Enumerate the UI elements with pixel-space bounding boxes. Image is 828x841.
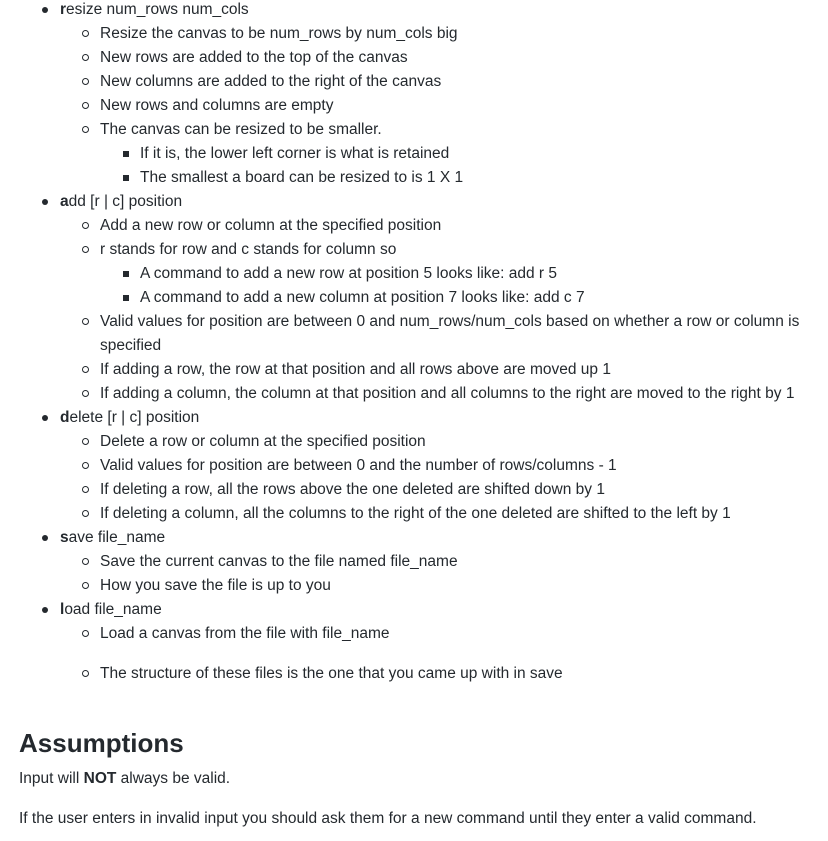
detail-item [60,574,828,598]
circle-bullet-icon [82,486,89,493]
detail-item [60,310,828,358]
sub-detail-text: A command to add a new column at position 7 looks like: add c 7 [140,289,585,306]
detail-text: If deleting a column, all the columns to the right of the one deleted are shifted to the left by 1 [100,505,731,522]
detail-text: Save the current canvas to the file named file_name [100,553,458,570]
circle-bullet-icon [82,54,89,61]
command-rest: oad file_name [64,601,162,618]
detail-text: New rows are added to the top of the canvas [100,49,408,66]
detail-text: If adding a column, the column at that position and all columns to the right are moved to the right by 1 [100,385,795,402]
detail-text: Valid values for position are between 0 and the number of rows/columns - 1 [100,457,617,474]
circle-bullet-icon [82,366,89,373]
square-bullet-icon [123,295,129,301]
command-item [0,526,828,598]
sub-details [60,262,828,310]
command-item [0,598,828,686]
circle-bullet-icon [82,630,89,637]
command-rest: ave file_name [68,529,166,546]
detail-item [60,214,828,238]
square-bullet-icon [123,151,129,157]
command-first-letter: r [60,1,67,18]
assumptions-heading: Assumptions [19,728,184,758]
detail-text: If deleting a row, all the rows above the one deleted are shifted down by 1 [100,481,605,498]
assumptions-paragraph-2: If the user enters in invalid input you should ask them for a new command until they enter a valid command. [19,810,757,827]
detail-text: The canvas can be resized to be smaller. [100,121,382,138]
square-bullet-icon [123,175,129,181]
square-bullet-icon [123,271,129,277]
sub-detail-item [100,286,828,310]
command-item [0,406,828,526]
detail-text: If adding a row, the row at that position and all rows above are moved up 1 [100,361,611,378]
detail-text: How you save the file is up to you [100,577,331,594]
detail-item [60,646,828,686]
detail-text: New rows and columns are empty [100,97,334,114]
command-syntax [60,0,828,22]
command-details [0,622,828,686]
command-rest: esize num_rows num_cols [66,1,249,18]
circle-bullet-icon [82,318,89,325]
p1-after: always be valid. [116,770,231,787]
command-details [0,430,828,526]
detail-item [60,550,828,574]
command-syntax [60,190,828,214]
detail-text: Add a new row or column at the specified position [100,217,442,234]
circle-bullet-icon [82,582,89,589]
detail-text: Load a canvas from the file with file_name [100,625,390,642]
spacer [100,646,828,662]
detail-item [60,238,828,310]
command-rest: elete [r | c] position [69,409,200,426]
detail-item [60,382,828,406]
circle-bullet-icon [82,222,89,229]
assumptions-paragraph-1 [19,767,230,791]
circle-bullet-icon [82,126,89,133]
circle-bullet-icon [82,510,89,517]
command-first-letter: l [60,601,65,618]
sub-detail-text: A command to add a new row at position 5 looks like: add r 5 [140,265,558,282]
detail-text: Delete a row or column at the specified position [100,433,426,450]
command-item [0,190,828,406]
circle-bullet-icon [82,30,89,37]
circle-bullet-icon [82,246,89,253]
detail-item [60,454,828,478]
command-syntax [60,598,828,622]
command-first-letter: a [60,193,69,210]
circle-bullet-icon [82,462,89,469]
detail-item [60,358,828,382]
detail-item [60,478,828,502]
command-item [0,0,828,190]
p1-bold: NOT [83,770,117,787]
sub-detail-item [100,262,828,286]
detail-item [60,46,828,70]
detail-item [60,502,828,526]
command-details [0,22,828,190]
detail-item [60,94,828,118]
detail-text: Valid values for position are between 0 and num_rows/num_cols based on whether a row or column is specified [100,313,800,354]
circle-bullet-icon [82,438,89,445]
sub-detail-text: The smallest a board can be resized to is 1 X 1 [140,169,464,186]
detail-item [60,22,828,46]
circle-bullet-icon [82,558,89,565]
sub-detail-item [100,166,828,190]
detail-text: New columns are added to the right of the canvas [100,73,442,90]
detail-item [60,70,828,94]
sub-details [60,142,828,190]
circle-bullet-icon [82,670,89,677]
circle-bullet-icon [82,102,89,109]
command-rest: dd [r | c] position [68,193,183,210]
disc-bullet-icon [42,199,48,205]
disc-bullet-icon [42,7,48,13]
sub-detail-item [100,142,828,166]
detail-item [60,430,828,454]
circle-bullet-icon [82,78,89,85]
command-first-letter: s [60,529,69,546]
disc-bullet-icon [42,607,48,613]
sub-detail-text: If it is, the lower left corner is what is retained [140,145,450,162]
detail-item [60,118,828,190]
disc-bullet-icon [42,415,48,421]
detail-item [60,622,828,646]
disc-bullet-icon [42,535,48,541]
command-syntax [60,526,828,550]
command-details [0,214,828,406]
command-syntax [60,406,828,430]
p1-before: Input will [19,770,84,787]
detail-text: Resize the canvas to be num_rows by num_cols big [100,25,458,42]
command-details [0,550,828,598]
detail-text: r stands for row and c stands for column so [100,241,397,258]
command-first-letter: d [60,409,70,426]
circle-bullet-icon [82,390,89,397]
detail-text: The structure of these files is the one that you came up with in save [100,665,563,682]
